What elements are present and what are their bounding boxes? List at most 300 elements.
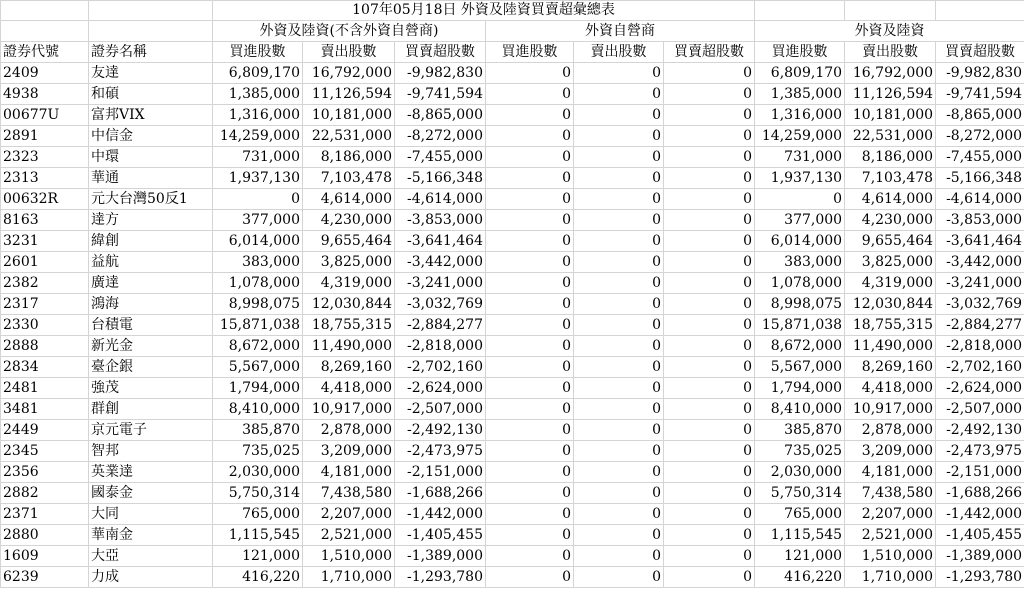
cell-buy-3[interactable]: 1,937,130 [755,168,845,189]
cell-buy-1[interactable]: 0 [213,189,303,210]
table-row [1,441,1024,462]
cell-buy-3[interactable]: 377,000 [755,210,845,231]
cell-code[interactable]: 2371 [1,504,89,525]
cell-buy-3[interactable]: 6,014,000 [755,231,845,252]
cell-buy-3[interactable]: 416,220 [755,567,845,588]
cell-buy-2[interactable]: 0 [486,420,574,441]
cell-net-1[interactable]: -1,442,000 [395,504,486,525]
cell-sell-2[interactable]: 0 [574,420,664,441]
cell-code[interactable]: 2481 [1,378,89,399]
group-header-foreign-total[interactable]: 外資及陸資 [755,21,1024,42]
cell-net-2[interactable]: 0 [664,525,755,546]
cell-sell-3[interactable]: 1,710,000 [845,567,936,588]
header-buy-3[interactable]: 買進股數 [755,42,845,63]
cell-code[interactable]: 2409 [1,63,89,84]
cell-buy-2[interactable]: 0 [486,126,574,147]
cell-buy-1[interactable]: 8,672,000 [213,336,303,357]
cell-buy-3[interactable]: 14,259,000 [755,126,845,147]
cell-net-3[interactable]: -2,884,277 [936,315,1024,336]
cell-net-1[interactable]: -3,641,464 [395,231,486,252]
cell-buy-2[interactable]: 0 [486,147,574,168]
cell-net-1[interactable]: -7,455,000 [395,147,486,168]
cell-buy-3[interactable]: 8,672,000 [755,336,845,357]
cell-name[interactable]: 新光金 [89,336,213,357]
cell-sell-3[interactable]: 7,438,580 [845,483,936,504]
cell-net-2[interactable]: 0 [664,378,755,399]
cell-buy-3[interactable]: 1,385,000 [755,84,845,105]
cell-sell-1[interactable]: 10,917,000 [303,399,395,420]
cell-sell-1[interactable]: 10,181,000 [303,105,395,126]
cell-net-1[interactable]: -1,405,455 [395,525,486,546]
cell-buy-3[interactable]: 5,567,000 [755,357,845,378]
cell-sell-2[interactable]: 0 [574,315,664,336]
cell-sell-3[interactable]: 9,655,464 [845,231,936,252]
cell-net-1[interactable]: -1,389,000 [395,546,486,567]
cell-buy-1[interactable]: 15,871,038 [213,315,303,336]
cell-net-2[interactable]: 0 [664,294,755,315]
cell-net-1[interactable]: -2,818,000 [395,336,486,357]
header-sell-2[interactable]: 賣出股數 [574,42,664,63]
cell-net-2[interactable]: 0 [664,399,755,420]
cell-name[interactable]: 和碩 [89,84,213,105]
cell-net-3[interactable]: -3,241,000 [936,273,1024,294]
cell-name[interactable]: 群創 [89,399,213,420]
cell-buy-1[interactable]: 2,030,000 [213,462,303,483]
cell-buy-3[interactable]: 385,870 [755,420,845,441]
cell-code[interactable]: 2601 [1,252,89,273]
cell-net-3[interactable]: -2,151,000 [936,462,1024,483]
cell-buy-2[interactable]: 0 [486,525,574,546]
cell-buy-3[interactable]: 1,794,000 [755,378,845,399]
cell-sell-1[interactable]: 7,438,580 [303,483,395,504]
cell[interactable] [89,1,213,21]
cell-name[interactable]: 緯創 [89,231,213,252]
cell-name[interactable]: 英業達 [89,462,213,483]
cell-net-2[interactable]: 0 [664,567,755,588]
cell-name[interactable]: 元大台灣50反1 [89,189,213,210]
cell-name[interactable]: 力成 [89,567,213,588]
cell-net-1[interactable]: -2,151,000 [395,462,486,483]
cell-sell-3[interactable]: 4,319,000 [845,273,936,294]
cell-net-3[interactable]: -3,641,464 [936,231,1024,252]
cell-buy-2[interactable]: 0 [486,168,574,189]
cell-sell-2[interactable]: 0 [574,168,664,189]
cell-sell-1[interactable]: 4,319,000 [303,273,395,294]
cell-sell-1[interactable]: 22,531,000 [303,126,395,147]
cell-net-1[interactable]: -9,982,830 [395,63,486,84]
cell-name[interactable]: 強茂 [89,378,213,399]
cell-sell-3[interactable]: 3,825,000 [845,252,936,273]
cell-net-1[interactable]: -4,614,000 [395,189,486,210]
cell-code[interactable]: 1609 [1,546,89,567]
cell-sell-1[interactable]: 3,209,000 [303,441,395,462]
cell-sell-2[interactable]: 0 [574,294,664,315]
cell-buy-1[interactable]: 765,000 [213,504,303,525]
cell-sell-3[interactable]: 4,418,000 [845,378,936,399]
cell-sell-2[interactable]: 0 [574,273,664,294]
cell-net-3[interactable]: -3,853,000 [936,210,1024,231]
cell-net-1[interactable]: -2,702,160 [395,357,486,378]
cell-sell-3[interactable]: 2,207,000 [845,504,936,525]
cell-net-2[interactable]: 0 [664,357,755,378]
cell-net-1[interactable]: -2,507,000 [395,399,486,420]
cell-buy-2[interactable]: 0 [486,210,574,231]
cell-name[interactable]: 大同 [89,504,213,525]
header-buy-1[interactable]: 買進股數 [213,42,303,63]
cell-buy-1[interactable]: 1,794,000 [213,378,303,399]
cell-sell-2[interactable]: 0 [574,147,664,168]
cell-buy-1[interactable]: 5,750,314 [213,483,303,504]
cell-sell-3[interactable]: 10,181,000 [845,105,936,126]
cell-sell-3[interactable]: 10,917,000 [845,399,936,420]
table-row [1,231,1024,252]
cell-buy-2[interactable]: 0 [486,105,574,126]
cell-sell-2[interactable]: 0 [574,567,664,588]
cell-sell-3[interactable]: 2,521,000 [845,525,936,546]
cell-buy-3[interactable]: 8,998,075 [755,294,845,315]
cell-sell-1[interactable]: 16,792,000 [303,63,395,84]
cell-code[interactable]: 2891 [1,126,89,147]
cell-sell-1[interactable]: 2,878,000 [303,420,395,441]
cell-buy-3[interactable]: 1,316,000 [755,105,845,126]
cell-net-2[interactable]: 0 [664,336,755,357]
cell-net-3[interactable]: -1,389,000 [936,546,1024,567]
cell-buy-1[interactable]: 377,000 [213,210,303,231]
cell[interactable] [1,1,89,21]
cell-net-3[interactable]: -5,166,348 [936,168,1024,189]
cell-code[interactable]: 2882 [1,483,89,504]
cell-buy-3[interactable]: 383,000 [755,252,845,273]
cell-code[interactable]: 2382 [1,273,89,294]
cell-sell-2[interactable]: 0 [574,210,664,231]
cell-buy-2[interactable]: 0 [486,399,574,420]
cell-code[interactable]: 2834 [1,357,89,378]
cell-buy-2[interactable]: 0 [486,483,574,504]
cell-name[interactable]: 台積電 [89,315,213,336]
cell-sell-2[interactable]: 0 [574,462,664,483]
cell-sell-3[interactable]: 4,181,000 [845,462,936,483]
cell-net-3[interactable]: -4,614,000 [936,189,1024,210]
cell-name[interactable]: 智邦 [89,441,213,462]
cell[interactable] [936,1,1024,21]
cell-net-2[interactable]: 0 [664,168,755,189]
cell-buy-3[interactable]: 121,000 [755,546,845,567]
cell-code[interactable]: 3231 [1,231,89,252]
cell-buy-1[interactable]: 6,809,170 [213,63,303,84]
cell-name[interactable]: 華通 [89,168,213,189]
cell-buy-2[interactable]: 0 [486,231,574,252]
cell-net-2[interactable]: 0 [664,273,755,294]
cell-buy-2[interactable]: 0 [486,504,574,525]
cell-name[interactable]: 華南金 [89,525,213,546]
cell-net-3[interactable]: -2,624,000 [936,378,1024,399]
cell-buy-3[interactable]: 0 [755,189,845,210]
cell-sell-2[interactable]: 0 [574,504,664,525]
cell-name[interactable]: 中環 [89,147,213,168]
cell-net-3[interactable]: -8,272,000 [936,126,1024,147]
cell-net-1[interactable]: -2,624,000 [395,378,486,399]
cell-sell-3[interactable]: 18,755,315 [845,315,936,336]
cell-code[interactable]: 2345 [1,441,89,462]
cell-sell-2[interactable]: 0 [574,189,664,210]
cell-sell-3[interactable]: 11,126,594 [845,84,936,105]
cell-sell-1[interactable]: 1,710,000 [303,567,395,588]
cell-net-1[interactable]: -1,293,780 [395,567,486,588]
cell-net-3[interactable]: -7,455,000 [936,147,1024,168]
cell-net-2[interactable]: 0 [664,210,755,231]
cell-sell-3[interactable]: 1,510,000 [845,546,936,567]
cell-net-2[interactable]: 0 [664,483,755,504]
cell-code[interactable]: 3481 [1,399,89,420]
cell-buy-1[interactable]: 1,316,000 [213,105,303,126]
cell-sell-2[interactable]: 0 [574,525,664,546]
cell-sell-2[interactable]: 0 [574,105,664,126]
cell-name[interactable]: 益航 [89,252,213,273]
cell-sell-2[interactable]: 0 [574,378,664,399]
cell-code[interactable]: 8163 [1,210,89,231]
cell-net-2[interactable]: 0 [664,189,755,210]
cell-sell-2[interactable]: 0 [574,546,664,567]
cell-net-2[interactable]: 0 [664,546,755,567]
table-row [1,210,1024,231]
cell-sell-1[interactable]: 11,126,594 [303,84,395,105]
cell-code[interactable]: 2449 [1,420,89,441]
cell-sell-3[interactable]: 2,878,000 [845,420,936,441]
cell-buy-2[interactable]: 0 [486,84,574,105]
cell-net-2[interactable]: 0 [664,126,755,147]
group-header-foreign-dealers[interactable]: 外資自營商 [486,21,755,42]
cell-buy-1[interactable]: 731,000 [213,147,303,168]
cell-net-1[interactable]: -1,688,266 [395,483,486,504]
cell-net-2[interactable]: 0 [664,420,755,441]
cell-sell-1[interactable]: 9,655,464 [303,231,395,252]
cell-buy-3[interactable]: 15,871,038 [755,315,845,336]
cell-buy-1[interactable]: 8,410,000 [213,399,303,420]
cell-net-2[interactable]: 0 [664,105,755,126]
cell-net-3[interactable]: -2,492,130 [936,420,1024,441]
header-net-2[interactable]: 買賣超股數 [664,42,755,63]
cell[interactable] [755,1,845,21]
cell-sell-1[interactable]: 4,418,000 [303,378,395,399]
cell-buy-2[interactable]: 0 [486,63,574,84]
header-net-3[interactable]: 買賣超股數 [936,42,1024,63]
cell-buy-1[interactable]: 1,078,000 [213,273,303,294]
cell-buy-3[interactable]: 6,809,170 [755,63,845,84]
cell-buy-1[interactable]: 6,014,000 [213,231,303,252]
cell-net-3[interactable]: -1,405,455 [936,525,1024,546]
cell-net-3[interactable]: -9,741,594 [936,84,1024,105]
cell-net-3[interactable]: -3,032,769 [936,294,1024,315]
cell-buy-2[interactable]: 0 [486,357,574,378]
cell-buy-2[interactable]: 0 [486,315,574,336]
cell-buy-1[interactable]: 1,115,545 [213,525,303,546]
header-name[interactable]: 證券名稱 [89,42,213,63]
cell-buy-2[interactable]: 0 [486,546,574,567]
cell-sell-1[interactable]: 4,230,000 [303,210,395,231]
header-buy-2[interactable]: 買進股數 [486,42,574,63]
cell-net-1[interactable]: -2,492,130 [395,420,486,441]
cell-sell-2[interactable]: 0 [574,126,664,147]
cell-sell-2[interactable]: 0 [574,336,664,357]
cell-sell-2[interactable]: 0 [574,231,664,252]
cell[interactable] [89,21,213,42]
cell-code[interactable]: 00632R [1,189,89,210]
cell-code[interactable]: 2888 [1,336,89,357]
cell-net-3[interactable]: -2,507,000 [936,399,1024,420]
cell-buy-2[interactable]: 0 [486,336,574,357]
cell[interactable] [845,1,936,21]
header-code[interactable]: 證券代號 [1,42,89,63]
cell-net-3[interactable]: -2,818,000 [936,336,1024,357]
cell-code[interactable]: 2356 [1,462,89,483]
cell-buy-1[interactable]: 383,000 [213,252,303,273]
cell-net-1[interactable]: -3,853,000 [395,210,486,231]
cell-name[interactable]: 大亞 [89,546,213,567]
cell-buy-2[interactable]: 0 [486,441,574,462]
cell-net-1[interactable]: -2,884,277 [395,315,486,336]
cell-sell-1[interactable]: 8,186,000 [303,147,395,168]
cell-net-1[interactable]: -3,241,000 [395,273,486,294]
cell-buy-1[interactable]: 385,870 [213,420,303,441]
cell-sell-3[interactable]: 7,103,478 [845,168,936,189]
cell-sell-2[interactable]: 0 [574,252,664,273]
cell-buy-2[interactable]: 0 [486,462,574,483]
cell-sell-1[interactable]: 4,181,000 [303,462,395,483]
cell-sell-2[interactable]: 0 [574,441,664,462]
cell-net-2[interactable]: 0 [664,252,755,273]
cell-sell-2[interactable]: 0 [574,399,664,420]
cell-sell-2[interactable]: 0 [574,357,664,378]
cell-net-2[interactable]: 0 [664,147,755,168]
cell-name[interactable]: 廣達 [89,273,213,294]
cell-buy-2[interactable]: 0 [486,189,574,210]
cell-net-2[interactable]: 0 [664,315,755,336]
cell-name[interactable]: 達方 [89,210,213,231]
cell-net-3[interactable]: -3,442,000 [936,252,1024,273]
header-sell-3[interactable]: 賣出股數 [845,42,936,63]
cell-buy-1[interactable]: 1,385,000 [213,84,303,105]
cell-sell-3[interactable]: 3,209,000 [845,441,936,462]
cell-code[interactable]: 2880 [1,525,89,546]
cell-buy-3[interactable]: 8,410,000 [755,399,845,420]
cell-buy-1[interactable]: 735,025 [213,441,303,462]
cell[interactable] [1,21,89,42]
cell-name[interactable]: 京元電子 [89,420,213,441]
cell-buy-2[interactable]: 0 [486,273,574,294]
cell-sell-1[interactable]: 3,825,000 [303,252,395,273]
cell-buy-3[interactable]: 2,030,000 [755,462,845,483]
group-header-foreign-excl-dealers[interactable]: 外資及陸資(不含外資自營商) [213,21,486,42]
header-net-1[interactable]: 買賣超股數 [395,42,486,63]
cell-buy-3[interactable]: 765,000 [755,504,845,525]
cell-net-3[interactable]: -1,688,266 [936,483,1024,504]
cell-net-2[interactable]: 0 [664,231,755,252]
cell-sell-1[interactable]: 11,490,000 [303,336,395,357]
cell-buy-1[interactable]: 416,220 [213,567,303,588]
cell-sell-1[interactable]: 2,521,000 [303,525,395,546]
cell-net-2[interactable]: 0 [664,504,755,525]
cell-net-2[interactable]: 0 [664,63,755,84]
cell-name[interactable]: 臺企銀 [89,357,213,378]
cell-net-2[interactable]: 0 [664,441,755,462]
cell-buy-2[interactable]: 0 [486,294,574,315]
cell-sell-1[interactable]: 8,269,160 [303,357,395,378]
cell-net-2[interactable]: 0 [664,84,755,105]
cell-buy-1[interactable]: 5,567,000 [213,357,303,378]
cell-sell-1[interactable]: 18,755,315 [303,315,395,336]
cell-code[interactable]: 2317 [1,294,89,315]
cell-sell-1[interactable]: 12,030,844 [303,294,395,315]
cell-sell-1[interactable]: 2,207,000 [303,504,395,525]
cell-net-1[interactable]: -2,473,975 [395,441,486,462]
cell-net-1[interactable]: -8,865,000 [395,105,486,126]
cell-name[interactable]: 友達 [89,63,213,84]
cell-buy-3[interactable]: 5,750,314 [755,483,845,504]
cell-net-3[interactable]: -9,982,830 [936,63,1024,84]
cell-net-3[interactable]: -1,293,780 [936,567,1024,588]
cell-name[interactable]: 鴻海 [89,294,213,315]
cell-net-3[interactable]: -2,702,160 [936,357,1024,378]
cell-sell-2[interactable]: 0 [574,63,664,84]
cell-net-1[interactable]: -3,442,000 [395,252,486,273]
cell-buy-3[interactable]: 1,115,545 [755,525,845,546]
cell-buy-2[interactable]: 0 [486,378,574,399]
cell-buy-3[interactable]: 735,025 [755,441,845,462]
cell-name[interactable]: 富邦VIX [89,105,213,126]
sheet-title[interactable]: 107年05月18日 外資及陸資買賣超彙總表 [213,1,755,21]
cell-sell-2[interactable]: 0 [574,84,664,105]
cell-buy-3[interactable]: 1,078,000 [755,273,845,294]
header-sell-1[interactable]: 賣出股數 [303,42,395,63]
cell-net-2[interactable]: 0 [664,462,755,483]
cell-code[interactable]: 4938 [1,84,89,105]
cell-net-3[interactable]: -2,473,975 [936,441,1024,462]
cell-sell-2[interactable]: 0 [574,483,664,504]
cell-buy-1[interactable]: 1,937,130 [213,168,303,189]
cell-name[interactable]: 國泰金 [89,483,213,504]
cell-sell-1[interactable]: 4,614,000 [303,189,395,210]
cell-sell-3[interactable]: 8,186,000 [845,147,936,168]
cell-sell-3[interactable]: 4,230,000 [845,210,936,231]
cell-sell-3[interactable]: 12,030,844 [845,294,936,315]
cell-sell-1[interactable]: 1,510,000 [303,546,395,567]
cell-buy-3[interactable]: 731,000 [755,147,845,168]
cell-buy-1[interactable]: 14,259,000 [213,126,303,147]
cell-net-1[interactable]: -9,741,594 [395,84,486,105]
cell-code[interactable]: 6239 [1,567,89,588]
cell-buy-1[interactable]: 121,000 [213,546,303,567]
cell-net-1[interactable]: -8,272,000 [395,126,486,147]
cell-sell-3[interactable]: 11,490,000 [845,336,936,357]
cell-buy-2[interactable]: 0 [486,252,574,273]
cell-code[interactable]: 2330 [1,315,89,336]
cell-code[interactable]: 2323 [1,147,89,168]
cell-name[interactable]: 中信金 [89,126,213,147]
cell-sell-3[interactable]: 4,614,000 [845,189,936,210]
cell-buy-2[interactable]: 0 [486,567,574,588]
cell-code[interactable]: 2313 [1,168,89,189]
cell-sell-3[interactable]: 22,531,000 [845,126,936,147]
cell-net-3[interactable]: -1,442,000 [936,504,1024,525]
cell-net-1[interactable]: -5,166,348 [395,168,486,189]
cell-net-3[interactable]: -8,865,000 [936,105,1024,126]
cell-sell-3[interactable]: 8,269,160 [845,357,936,378]
cell-sell-1[interactable]: 7,103,478 [303,168,395,189]
cell-net-1[interactable]: -3,032,769 [395,294,486,315]
cell-code[interactable]: 00677U [1,105,89,126]
cell-sell-3[interactable]: 16,792,000 [845,63,936,84]
cell-buy-1[interactable]: 8,998,075 [213,294,303,315]
